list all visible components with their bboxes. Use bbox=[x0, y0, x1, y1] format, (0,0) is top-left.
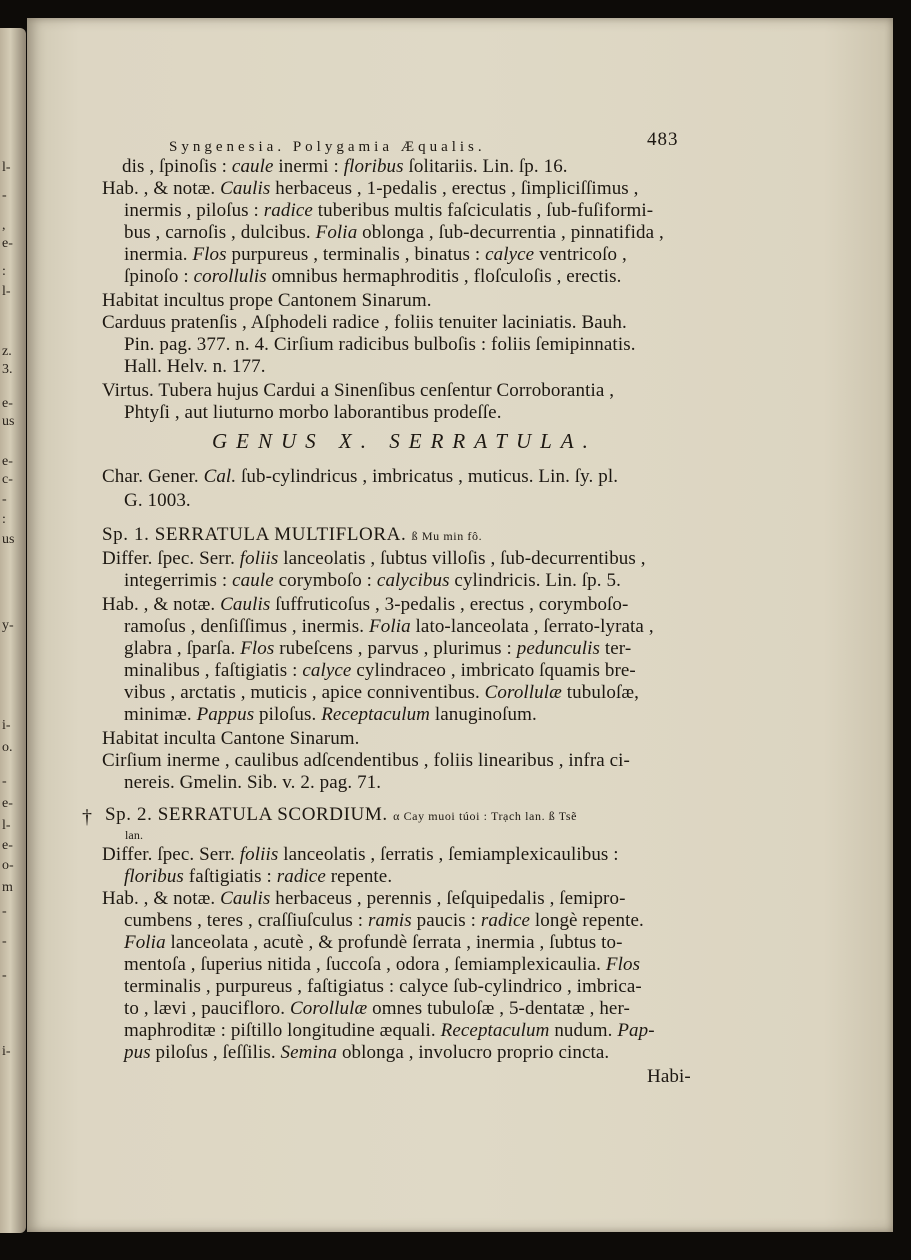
margin-fragment: - bbox=[2, 774, 7, 789]
margin-fragment: c- bbox=[2, 472, 13, 487]
text-line: minalibus , faſtigiatis : calyce cylindraceo , imbricato ſquamis bre- bbox=[124, 660, 636, 681]
dagger-mark: † bbox=[82, 806, 93, 828]
margin-fragment: o- bbox=[2, 858, 14, 873]
text-line: Virtus. Tubera hujus Cardui a Sinenſibus cenſentur Corroborantia , bbox=[102, 380, 615, 401]
text-line: Differ. ſpec. Serr. foliis lanceolatis , ſerratis , ſemiamplexicaulibus : bbox=[102, 844, 619, 865]
text-line: floribus faſtigiatis : radice repente. bbox=[124, 866, 393, 887]
text-line: glabra , ſparſa. Flos rubeſcens , parvus , plurimus : pedunculis ter- bbox=[124, 638, 632, 659]
book-page bbox=[27, 18, 893, 1232]
text-line: Carduus pratenſis , Aſphodeli radice , foliis tenuiter laciniatis. Bauh. bbox=[102, 312, 627, 333]
handwritten-note: α Cay muoi túoi : Trạch lan. ß Tsẽ bbox=[393, 809, 578, 823]
text-line: ſpinoſo : corollulis omnibus hermaphroditis , floſculoſis , erectis. bbox=[124, 266, 622, 287]
margin-fragment: - bbox=[2, 492, 7, 507]
margin-fragment: z. bbox=[2, 344, 12, 359]
handwritten-note: lan. bbox=[125, 828, 144, 842]
margin-fragment: us bbox=[2, 532, 15, 547]
text-line: ramoſus , denſiſſimus , inermis. Folia lato-lanceolata , ſerrato-lyrata , bbox=[124, 616, 654, 637]
text-line: G. 1003. bbox=[124, 490, 191, 511]
handwritten-note: ß Mu min fô. bbox=[411, 529, 483, 543]
text-line: to , lævi , paucifloro. Corollulæ omnes tubuloſæ , 5-dentatæ , her- bbox=[124, 998, 630, 1019]
margin-fragment: e- bbox=[2, 396, 13, 411]
text-line: Hab. , & notæ. Caulis ſuffruticoſus , 3-pedalis , erectus , corymboſo- bbox=[102, 594, 629, 615]
text-line: pus piloſus , ſeſſilis. Semina oblonga , involucro proprio cincta. bbox=[124, 1042, 610, 1063]
text-line: Folia lanceolata , acutè , & profundè ſerrata , inermia , ſubtus to- bbox=[124, 932, 623, 953]
text-line: Hall. Helv. n. 177. bbox=[124, 356, 266, 377]
text-line: Cirſium inerme , caulibus adſcendentibus , foliis linearibus , infra ci- bbox=[102, 750, 630, 771]
margin-fragment: e- bbox=[2, 796, 13, 811]
margin-fragment: : bbox=[2, 512, 6, 527]
margin-fragment: l- bbox=[2, 818, 11, 833]
text-line: terminalis , purpureus , faſtigiatus : calyce ſub-cylindrico , imbrica- bbox=[124, 976, 642, 997]
margin-fragment: i- bbox=[2, 1044, 11, 1059]
text-line: Differ. ſpec. Serr. foliis lanceolatis , ſubtus villoſis , ſub-decurrentibus , bbox=[102, 548, 646, 569]
margin-fragment: - bbox=[2, 968, 7, 983]
text-line: Phtyſi , aut liuturno morbo laborantibus prodeſſe. bbox=[124, 402, 502, 423]
text-line: inermia. Flos purpureus , terminalis , binatus : calyce ventricoſo , bbox=[124, 244, 627, 265]
margin-fragment: e- bbox=[2, 454, 13, 469]
margin-fragment: , bbox=[2, 218, 6, 233]
text-line: maphroditæ : piſtillo longitudine æquali. Receptaculum nudum. Pap- bbox=[124, 1020, 655, 1041]
margin-fragment: : bbox=[2, 264, 6, 279]
margin-fragment: l- bbox=[2, 160, 11, 175]
text-line: Hab. , & notæ. Caulis herbaceus , 1-pedalis , erectus , ſimpliciſſimus , bbox=[102, 178, 639, 199]
text-line: Pin. pag. 377. n. 4. Cirſium radicibus bulboſis : foliis ſemipinnatis. bbox=[124, 334, 636, 355]
margin-fragment: m bbox=[2, 880, 13, 895]
margin-fragment: - bbox=[2, 904, 7, 919]
text-line: Hab. , & notæ. Caulis herbaceus , perennis , ſeſquipedalis , ſemipro- bbox=[102, 888, 626, 909]
facing-page-edge bbox=[0, 28, 26, 1233]
margin-fragment: us bbox=[2, 414, 15, 429]
text-line: nereis. Gmelin. Sib. v. 2. pag. 71. bbox=[124, 772, 382, 793]
text-line: bus , carnoſis , dulcibus. Folia oblonga , ſub-decurrentia , pinnatifida , bbox=[124, 222, 664, 243]
margin-fragment: o. bbox=[2, 740, 13, 755]
text-line: minimæ. Pappus piloſus. Receptaculum lanuginoſum. bbox=[124, 704, 537, 725]
text-line: vibus , arctatis , muticis , apice conniventibus. Corollulæ tubuloſæ, bbox=[124, 682, 639, 703]
species-heading: Sp. 1. SERRATULA MULTIFLORA. ß Mu min fô. bbox=[102, 524, 483, 545]
running-title: Syngenesia. Polygamia Æqualis. bbox=[169, 139, 486, 155]
genus-heading: GENUS X. SERRATULA. bbox=[212, 429, 597, 453]
text-line: Habitat incultus prope Cantonem Sinarum. bbox=[102, 290, 432, 311]
margin-fragment: i- bbox=[2, 718, 11, 733]
page-number: 483 bbox=[647, 129, 679, 150]
text-line: inermis , piloſus : radice tuberibus multis faſciculatis , ſub-fuſiformi- bbox=[124, 200, 654, 221]
margin-fragment: y- bbox=[2, 618, 14, 633]
text-line: integerrimis : caule corymboſo : calycibus cylindricis. Lin. ſp. 5. bbox=[124, 570, 621, 591]
margin-fragment: - bbox=[2, 934, 7, 949]
text-line: Char. Gener. Cal. ſub-cylindricus , imbricatus , muticus. Lin. ſy. pl. bbox=[102, 466, 619, 487]
species-heading: Sp. 2. SERRATULA SCORDIUM. α Cay muoi túoi : Trạch lan. ß Tsẽ bbox=[105, 804, 578, 825]
margin-fragment: 3. bbox=[2, 362, 13, 377]
margin-fragment: l- bbox=[2, 284, 11, 299]
text-line: mentoſa , ſuperius nitida , ſuccoſa , odora , ſemiamplexicaulia. Flos bbox=[124, 954, 641, 975]
text-line: Habitat inculta Cantone Sinarum. bbox=[102, 728, 360, 749]
text-line: cumbens , teres , craſſiuſculus : ramis paucis : radice longè repente. bbox=[124, 910, 644, 931]
margin-fragment: e- bbox=[2, 236, 13, 251]
text-line: dis , ſpinoſis : caule inermi : floribus ſolitariis. Lin. ſp. 16. bbox=[122, 156, 568, 177]
catchword: Habi- bbox=[647, 1066, 691, 1087]
margin-fragment: e- bbox=[2, 838, 13, 853]
margin-fragment: - bbox=[2, 188, 7, 203]
